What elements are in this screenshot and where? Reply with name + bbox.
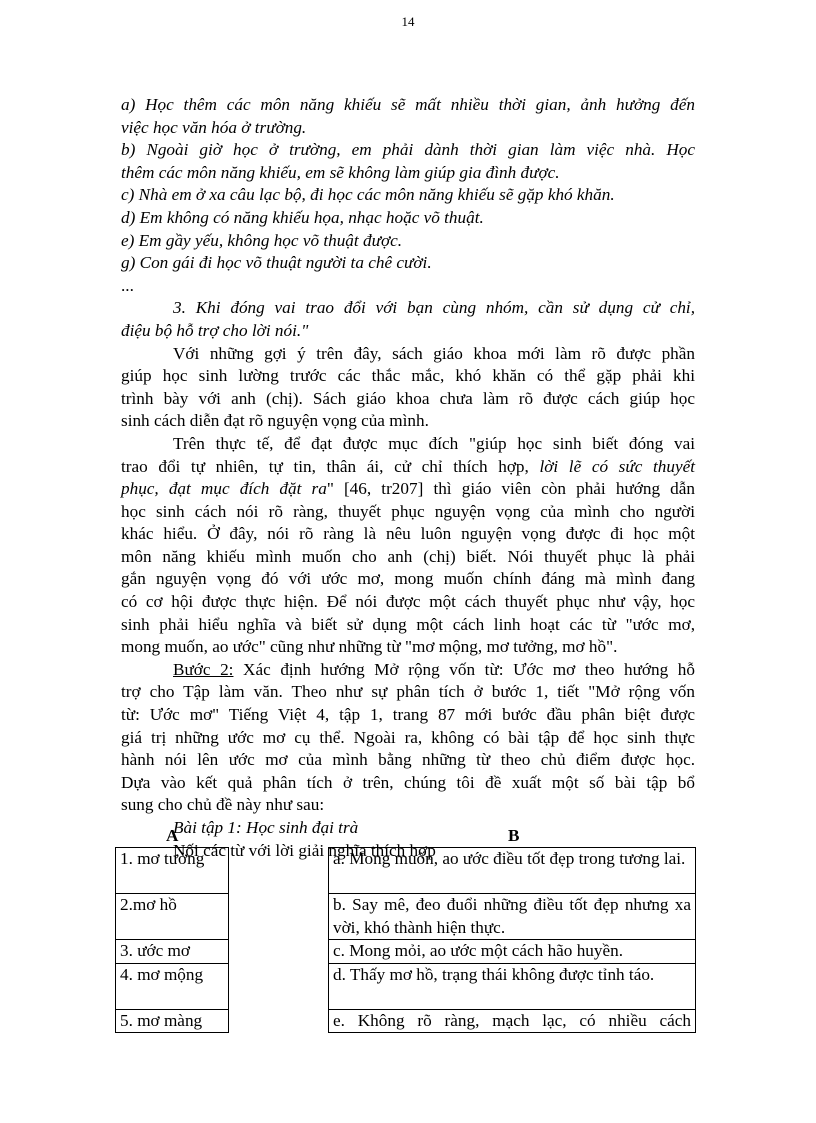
column-b-table [328, 847, 696, 1033]
col-b-cell: b. Say mê, đeo đuổi những điều tốt đẹp nhưng xa vời, khó thành hiện thực. [329, 894, 696, 940]
option-g: g) Con gái đi học võ thuật người ta chê cười. [121, 253, 432, 273]
col-a-cell: 2.mơ hồ [116, 894, 229, 940]
para3-line3: từ: Ước mơ" Tiếng Việt 4, tập 1, trang 87 mới bước đầu phân biệt được [121, 705, 695, 725]
col-a-cell: 5. mơ màng [116, 1009, 229, 1033]
para2-line3-normal: " [46, tr207] thì giáo viên còn phải hướng dẫn [326, 479, 695, 499]
option-e: e) Em gầy yếu, không học võ thuật được. [121, 230, 403, 250]
para2-line6: môn năng khiếu mình muốn cho anh (chị) biết. Nói thuyết phục là phải [121, 546, 695, 566]
para2-line8: có cơ hội được thực hiện. Để nói được một cách thuyết phục như vậy, học [121, 592, 695, 612]
page-number: 14 [401, 14, 415, 29]
para3-line5: hành nói lên ước mơ của mình bằng những từ theo chủ điểm được học. [121, 750, 695, 770]
ellipsis: ... [121, 275, 134, 295]
para2-line9: sinh phải hiểu nghĩa và biết sử dụng một cách linh hoạt các từ "ước mơ, [121, 614, 695, 634]
column-a-table [115, 847, 229, 1033]
option-b-line1: b) Ngoài giờ học ở trường, em phải dành thời gian làm việc nhà. Học [121, 140, 695, 160]
option-b-line2: thêm các môn năng khiếu, em sẽ không làm giúp gia đình được. [121, 162, 560, 182]
para3-line7: sung cho chủ đề này như sau: [121, 795, 325, 815]
col-a-cell: 1. mơ tưởng [116, 848, 229, 894]
document-body [121, 94, 695, 862]
para2-line5: khác hiểu. Ở đây, nói rõ ràng là nêu luôn nguyện vọng được đi học một [121, 524, 695, 544]
col-b-cell: d. Thấy mơ hồ, trạng thái không được tỉnh táo. [329, 963, 696, 1009]
col-b-cell: a. Mong muốn, ao ước điều tốt đẹp trong tương lai. [329, 848, 696, 894]
para3-line1 [121, 659, 695, 682]
para2-line7: gắn nguyện vọng đó với ước mơ, mong muốn chính đáng mà mình đang [121, 569, 695, 589]
para2-line1: Trên thực tế, để đạt được mục đích "giúp học sinh biết đóng vai [173, 433, 695, 453]
para2-line4: học sinh cách nói rõ ràng, thuyết phục nguyện vọng của mình cho người [121, 501, 695, 521]
para2-line2-italic: lời lẽ có sức thuyết [539, 456, 695, 476]
para2-line3 [121, 478, 695, 501]
option-a-line2: việc học văn hóa ở trường. [121, 117, 307, 137]
col-a-cell: 3. ước mơ [116, 940, 229, 964]
step-2-label: Bước 2: [173, 659, 234, 679]
para1-line4: sinh cách diễn đạt rõ nguyện vọng của mình. [121, 411, 429, 431]
col-a-cell: 4. mơ mộng [116, 963, 229, 1009]
exercise-instruction: Nối các từ với lời giải nghĩa thích hợp [173, 840, 436, 860]
para3-line1-rest: Xác định hướng Mở rộng vốn từ: Ước mơ theo hướng hỗ [233, 659, 695, 679]
para1-line2: giúp học sinh lường trước các thắc mắc, khó khăn có thể gặp phải khi [121, 366, 695, 386]
column-a-header: A [166, 826, 179, 845]
para2-line3-italic: phục, đạt mục đích đặt ra [121, 479, 327, 499]
para2-line2-normal: trao đổi tự nhiên, tự tin, thân ái, cử chỉ thích hợp, [121, 456, 540, 476]
para3-line6: Dựa vào kết quả phân tích ở trên, chúng tôi đề xuất một số bài tập bổ [121, 772, 695, 792]
para1-line1: Với những gợi ý trên đây, sách giáo khoa mới làm rõ được phần [173, 343, 695, 363]
para1-line3: trình bày với anh (chị). Sách giáo khoa chưa làm rõ được cách giúp học [121, 388, 695, 408]
point3-line1: 3. Khi đóng vai trao đổi với bạn cùng nhóm, cần sử dụng cử chỉ, [173, 298, 695, 318]
para2-line2 [121, 456, 695, 479]
col-b-cell: c. Mong mỏi, ao ước một cách hão huyền. [329, 940, 696, 964]
para3-line4: giá trị những ước mơ cụ thể. Ngoài ra, không có bài tập để học sinh thực [121, 727, 695, 747]
para3-line2: trợ cho Tập làm văn. Theo như sự phân tích ở bước 1, tiết "Mở rộng vốn [121, 682, 695, 702]
option-c: c) Nhà em ở xa câu lạc bộ, đi học các môn năng khiếu sẽ gặp khó khăn. [121, 185, 615, 205]
col-b-cell: e. Không rõ ràng, mạch lạc, có nhiều cách [329, 1009, 696, 1033]
exercise-title: Bài tập 1: Học sinh đại trà [173, 818, 359, 837]
column-b-header: B [508, 826, 520, 845]
para2-line10: mong muốn, ao ước" cũng như những từ "mơ mộng, mơ tưởng, mơ hồ". [121, 637, 618, 657]
option-a-line1: a) Học thêm các môn năng khiếu sẽ mất nhiều thời gian, ảnh hưởng đến [121, 95, 695, 114]
option-d: d) Em không có năng khiếu họa, nhạc hoặc võ thuật. [121, 207, 484, 227]
point3-line2: điệu bộ hỗ trợ cho lời nói." [121, 320, 309, 340]
